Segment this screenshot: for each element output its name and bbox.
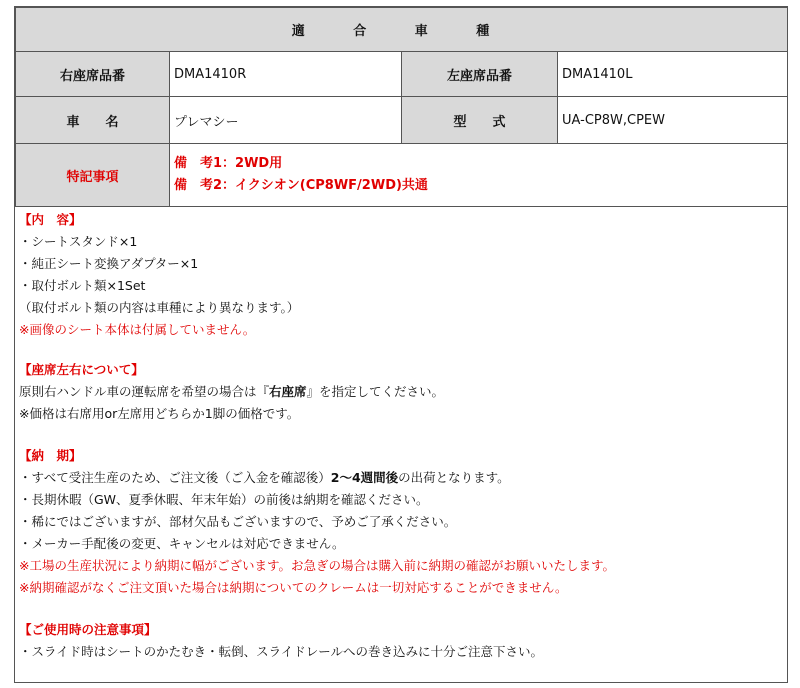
- list-item: ・稀にではございますが、部材欠品もございますので、予めご了承ください。: [19, 514, 457, 529]
- car-name-label: 車 名: [16, 97, 170, 144]
- note-line: 備 考2：イクシオン(CP8WF/2WD)共通: [174, 178, 428, 193]
- price-note: ※価格は右席用or左席用どちらか1脚の価格です。: [19, 406, 300, 421]
- spacer: [19, 341, 787, 359]
- seat-side-heading: 【座席左右について】: [19, 362, 144, 377]
- note-line: 備 考1：2WD用: [174, 156, 283, 171]
- usage-line: ・スライド時はシートのかたむき・転倒、スライドレールへの巻き込みに十分ご注意下さい。: [19, 644, 544, 659]
- list-item: ・純正シート変換アダプター×1: [19, 256, 199, 271]
- left-seat-label: 左座席品番: [402, 52, 558, 97]
- right-seat-label: 右座席品番: [16, 52, 170, 97]
- list-item: （取付ボルト類の内容は車種により異なります。）: [19, 300, 300, 315]
- page-title: 適 合 車 種: [16, 8, 788, 52]
- list-item: ・長期休暇（GW、夏季休暇、年末年始）の前後は納期を確認ください。: [19, 492, 429, 507]
- contents-note: ※画像のシート本体は付属していません。: [19, 322, 256, 337]
- list-item: ・メーカー手配後の変更、キャンセルは対応できません。: [19, 536, 345, 551]
- spacer: [19, 425, 787, 445]
- seat-side-line: 原則右ハンドル車の運転席を希望の場合は『右座席』を指定してください。: [19, 384, 445, 399]
- delivery-heading: 【納 期】: [19, 448, 82, 463]
- list-item: ・取付ボルト類×1Set: [19, 278, 146, 293]
- model-label: 型 式: [402, 97, 558, 144]
- notes-cell: [170, 144, 788, 207]
- delivery-warning: ※納期確認がなくご注文頂いた場合は納期についてのクレームは一切対応することができません。: [19, 580, 568, 595]
- left-seat-part-number: DMA1410L: [558, 52, 788, 97]
- description: [15, 207, 787, 663]
- right-seat-part-number: DMA1410R: [170, 52, 402, 97]
- lead-time-emphasis: 2～4週間後: [330, 470, 399, 485]
- right-seat-emphasis: 右座席: [269, 384, 307, 399]
- delivery-line: ・すべて受注生産のため、ご注文後（ご入金を確認後）2～4週間後の出荷となります。: [19, 470, 510, 485]
- car-name-value: プレマシー: [170, 97, 402, 144]
- model-value: UA-CP8W,CPEW: [558, 97, 788, 144]
- delivery-warning: ※工場の生産状況により納期に幅がございます。お急ぎの場合は購入前に納期の確認がお願いいたします。: [19, 558, 615, 573]
- spec-table: [15, 7, 788, 207]
- list-item: ・シートスタンド×1: [19, 234, 138, 249]
- contents-heading: 【内 容】: [19, 212, 82, 227]
- usage-heading: 【ご使用時の注意事項】: [19, 622, 157, 637]
- fitment-sheet: [14, 6, 788, 683]
- spacer: [19, 599, 787, 619]
- notes-label: 特記事項: [16, 144, 170, 207]
